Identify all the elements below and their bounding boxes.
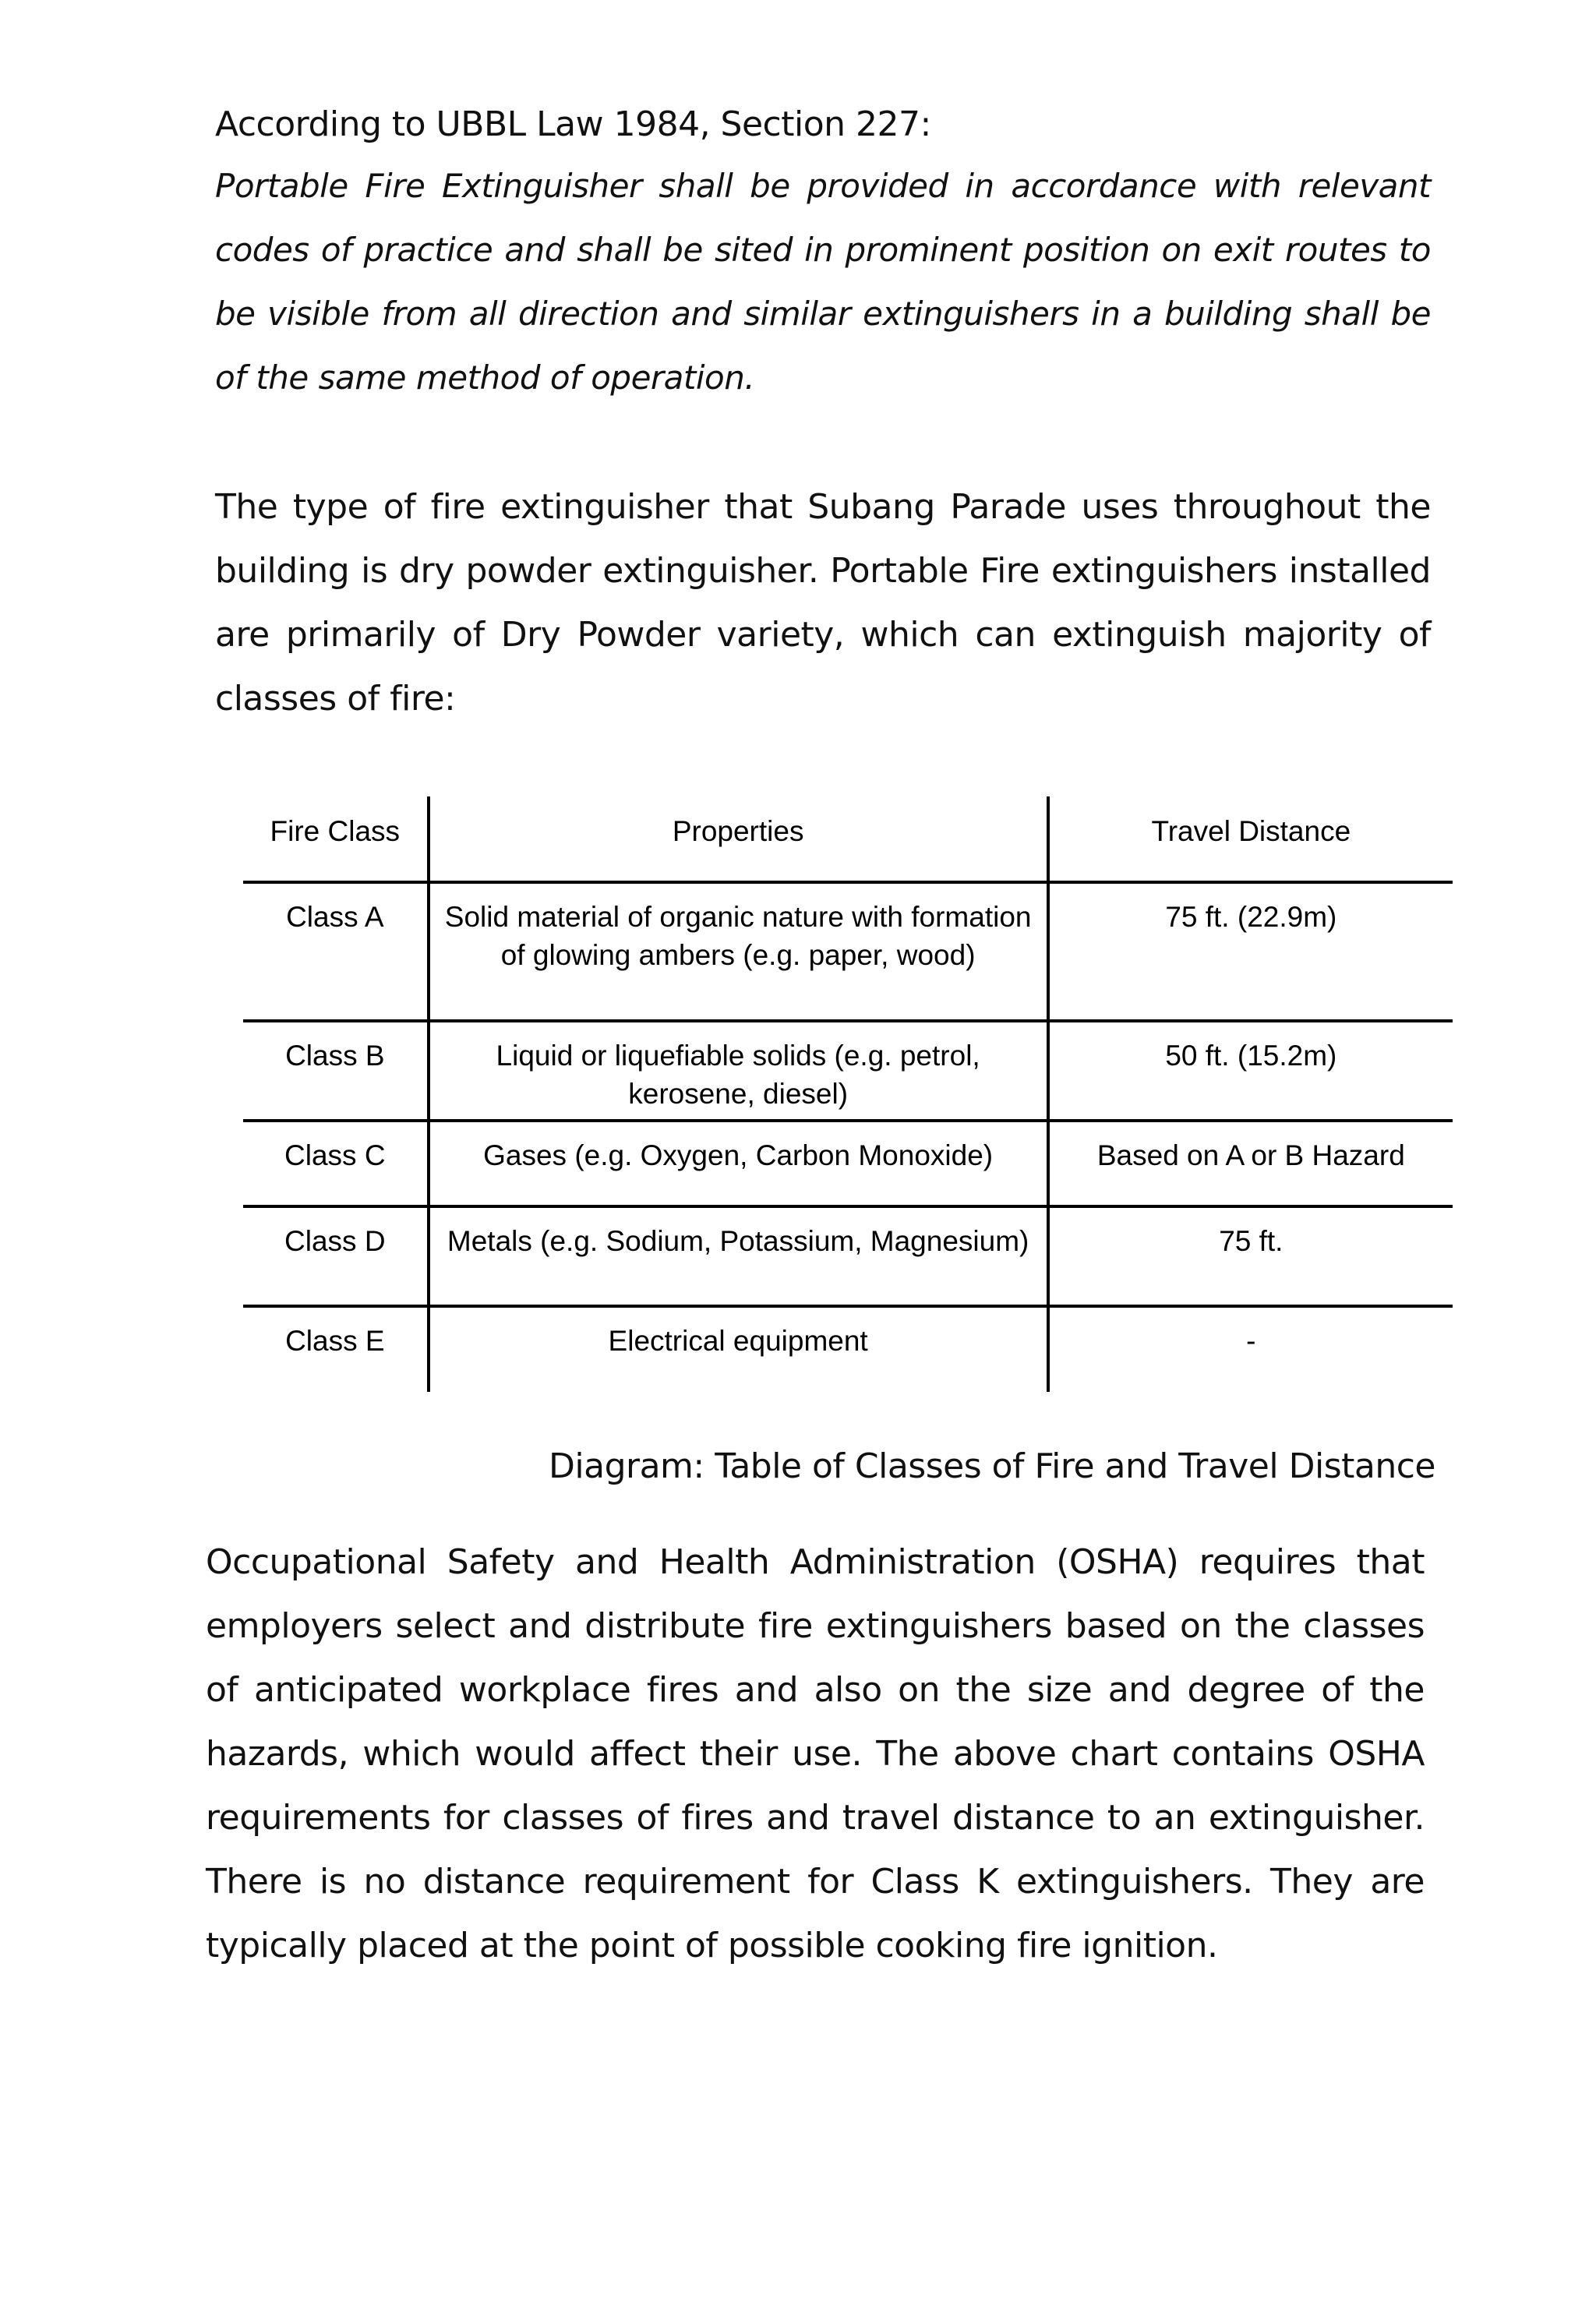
cell-properties: Solid material of organic nature with formation of glowing ambers (e.g. paper, wood) (429, 882, 1048, 1021)
law-heading: According to UBBL Law 1984, Section 227: (215, 104, 931, 144)
header-travel-distance: Travel Distance (1048, 796, 1453, 882)
cell-fire-class: Class B (243, 1021, 429, 1121)
cell-properties: Gases (e.g. Oxygen, Carbon Monoxide) (429, 1121, 1048, 1206)
cell-fire-class: Class C (243, 1121, 429, 1206)
cell-properties: Electrical equipment (429, 1306, 1048, 1392)
cell-fire-class: Class D (243, 1206, 429, 1306)
cell-properties: Liquid or liquefiable solids (e.g. petrol, kerosene, diesel) (429, 1021, 1048, 1121)
fire-class-table (243, 796, 1453, 1392)
table-row (243, 1021, 1453, 1121)
intro-paragraph: The type of fire extinguisher that Subang Parade uses throughout the building is dry powder extinguisher. Portable Fire extinguishers installed are primarily of Dry Powder variety, which can extinguish majority of classes of fire: (215, 487, 1431, 719)
table-row (243, 882, 1453, 1021)
cell-fire-class: Class A (243, 882, 429, 1021)
table-row (243, 1121, 1453, 1206)
law-quote: Portable Fire Extinguisher shall be provided in accordance with relevant codes of practice and shall be sited in prominent position on exit routes to be visible from all direction and similar extinguishers in a building shall be of the same method of operation. (215, 167, 1431, 397)
cell-fire-class: Class E (285, 1325, 385, 1357)
table-caption: Diagram: Table of Classes of Fire and Travel Distance (549, 1446, 1435, 1486)
cell-travel-distance: 50 ft. (15.2m) (1048, 1021, 1453, 1121)
cell-travel-distance: 75 ft. (22.9m) (1048, 882, 1453, 1021)
table-row (243, 1206, 1453, 1306)
header-fire-class: Fire Class (243, 796, 429, 882)
cell-travel-distance: - (1246, 1325, 1256, 1357)
cell-travel-distance: 75 ft. (1048, 1206, 1453, 1306)
table-row (243, 1306, 1453, 1392)
cell-travel-distance: Based on A or B Hazard (1048, 1121, 1453, 1206)
header-properties: Properties (429, 796, 1048, 882)
cell-properties: Metals (e.g. Sodium, Potassium, Magnesium) (429, 1206, 1048, 1306)
table-header-row (243, 796, 1453, 882)
osha-paragraph: Occupational Safety and Health Administration (OSHA) requires that employers select and distribute fire extinguishers based on the classes of anticipated workplace fires and also on the size and degree of the hazards, which would affect their use. The above chart contains OSHA requirements for classes of fires and travel distance to an extinguisher. There is no distance requirement for Class K extinguishers. They are typically placed at the point of possible cooking fire ignition. (206, 1542, 1425, 1965)
